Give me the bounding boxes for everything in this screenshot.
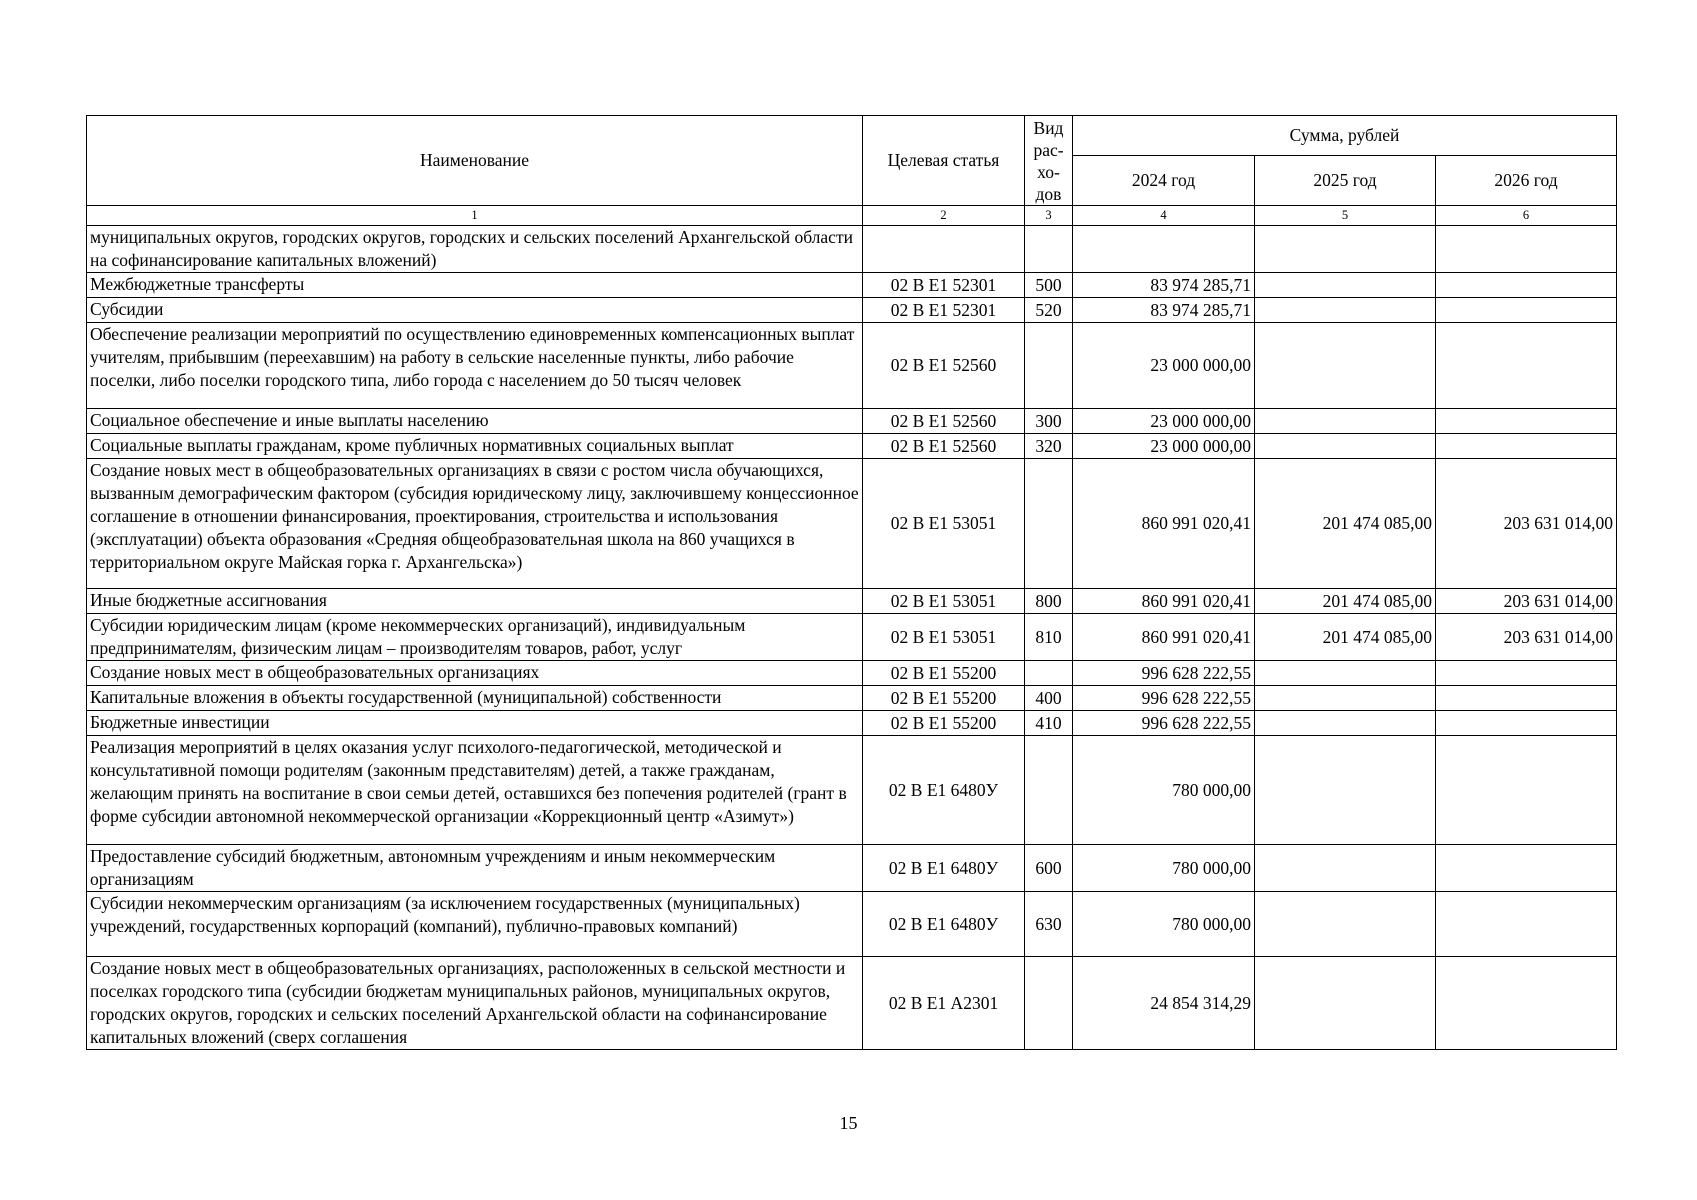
row-name: Бюджетные инвестиции bbox=[87, 711, 863, 736]
column-number: 3 bbox=[1025, 206, 1073, 226]
row-amount-2025 bbox=[1255, 957, 1436, 1050]
row-name: Субсидии юридическим лицам (кроме некоммерческих организаций), индивидуальным предпринимателям, физическим лицам – производителям товаров, работ, услуг bbox=[87, 614, 863, 661]
row-amount-2026: 203 631 014,00 bbox=[1436, 459, 1617, 589]
row-target-article: 02 В Е1 52560 bbox=[863, 434, 1025, 459]
row-target-article: 02 В Е1 6480У bbox=[863, 736, 1025, 845]
row-amount-2026 bbox=[1436, 273, 1617, 298]
row-amount-2024: 23 000 000,00 bbox=[1073, 409, 1255, 434]
row-amount-2025: 201 474 085,00 bbox=[1255, 589, 1436, 614]
row-target-article bbox=[863, 226, 1025, 273]
row-target-article: 02 В Е1 53051 bbox=[863, 459, 1025, 589]
header-sum: Сумма, рублей bbox=[1073, 116, 1617, 156]
row-target-article: 02 В Е1 6480У bbox=[863, 845, 1025, 892]
column-number: 6 bbox=[1436, 206, 1617, 226]
row-target-article: 02 В Е1 52560 bbox=[863, 409, 1025, 434]
row-amount-2026 bbox=[1436, 409, 1617, 434]
row-amount-2025 bbox=[1255, 323, 1436, 409]
row-name: Капитальные вложения в объекты государственной (муниципальной) собственности bbox=[87, 686, 863, 711]
row-target-article: 02 В Е1 55200 bbox=[863, 661, 1025, 686]
row-amount-2025 bbox=[1255, 434, 1436, 459]
row-expense-type: 630 bbox=[1025, 892, 1073, 957]
table-row bbox=[87, 845, 1617, 892]
row-amount-2025 bbox=[1255, 661, 1436, 686]
header-expense-type-line-3: хо- bbox=[1037, 161, 1060, 182]
table-row bbox=[87, 686, 1617, 711]
row-expense-type: 520 bbox=[1025, 298, 1073, 323]
table-row bbox=[87, 614, 1617, 661]
row-amount-2025 bbox=[1255, 736, 1436, 845]
row-target-article: 02 В Е1 55200 bbox=[863, 711, 1025, 736]
page-number: 15 bbox=[839, 1113, 858, 1133]
row-amount-2026 bbox=[1436, 711, 1617, 736]
column-number: 1 bbox=[87, 206, 863, 226]
row-amount-2025 bbox=[1255, 298, 1436, 323]
row-amount-2024: 996 628 222,55 bbox=[1073, 686, 1255, 711]
row-amount-2024: 996 628 222,55 bbox=[1073, 661, 1255, 686]
table-row bbox=[87, 736, 1617, 845]
row-expense-type: 600 bbox=[1025, 845, 1073, 892]
row-name: Реализация мероприятий в целях оказания услуг психолого-педагогической, методической и консультативной помощи родителям (законным представителям) детей, а также гражданам, желающим принять на воспитание в свои семьи детей, оставшихся без попечения родителей (грант в форме субсидии автономной некоммерческой организации «Коррекционный центр «Азимут») bbox=[87, 736, 863, 845]
row-target-article: 02 В Е1 52301 bbox=[863, 298, 1025, 323]
row-amount-2024 bbox=[1073, 226, 1255, 273]
row-amount-2026 bbox=[1436, 892, 1617, 957]
row-target-article: 02 В Е1 А2301 bbox=[863, 957, 1025, 1050]
row-name: Создание новых мест в общеобразовательных организациях bbox=[87, 661, 863, 686]
table-row bbox=[87, 298, 1617, 323]
header-expense-type-line-4: дов bbox=[1035, 183, 1062, 204]
row-name: Социальное обеспечение и иные выплаты населению bbox=[87, 409, 863, 434]
header-target-article: Целевая статья bbox=[863, 116, 1025, 206]
row-name: Иные бюджетные ассигнования bbox=[87, 589, 863, 614]
row-name: Субсидии некоммерческим организациям (за исключением государственных (муниципальных) учреждений, государственных корпораций (компаний), публично-правовых компаний) bbox=[87, 892, 863, 957]
table-row bbox=[87, 226, 1617, 273]
header-expense-type-line-2: рас- bbox=[1033, 139, 1064, 160]
row-target-article: 02 В Е1 6480У bbox=[863, 892, 1025, 957]
row-amount-2024: 23 000 000,00 bbox=[1073, 323, 1255, 409]
row-name: Межбюджетные трансферты bbox=[87, 273, 863, 298]
row-amount-2024: 860 991 020,41 bbox=[1073, 589, 1255, 614]
row-expense-type: 810 bbox=[1025, 614, 1073, 661]
header-year-2024: 2024 год bbox=[1073, 156, 1255, 206]
row-name: муниципальных округов, городских округов, городских и сельских поселений Архангельской области на софинансирование капитальных вложений) bbox=[87, 226, 863, 273]
row-target-article: 02 В Е1 53051 bbox=[863, 614, 1025, 661]
row-amount-2026 bbox=[1436, 845, 1617, 892]
row-amount-2026 bbox=[1436, 736, 1617, 845]
row-amount-2025: 201 474 085,00 bbox=[1255, 614, 1436, 661]
row-expense-type bbox=[1025, 661, 1073, 686]
header-name: Наименование bbox=[87, 116, 863, 206]
row-expense-type: 320 bbox=[1025, 434, 1073, 459]
table-row bbox=[87, 711, 1617, 736]
column-number-row bbox=[87, 206, 1617, 226]
row-amount-2026 bbox=[1436, 661, 1617, 686]
row-expense-type: 410 bbox=[1025, 711, 1073, 736]
row-amount-2026: 203 631 014,00 bbox=[1436, 589, 1617, 614]
column-number: 5 bbox=[1255, 206, 1436, 226]
row-name: Предоставление субсидий бюджетным, автономным учреждениям и иным некоммерческим организациям bbox=[87, 845, 863, 892]
table-row bbox=[87, 409, 1617, 434]
row-expense-type bbox=[1025, 226, 1073, 273]
row-amount-2024: 860 991 020,41 bbox=[1073, 459, 1255, 589]
row-amount-2024: 780 000,00 bbox=[1073, 845, 1255, 892]
column-number: 4 bbox=[1073, 206, 1255, 226]
row-name: Создание новых мест в общеобразовательных организациях в связи с ростом числа обучающихся, вызванным демографическим фактором (субсидия юридическому лицу, заключившему концессионное соглашение в отношении финансирования, проектирования, строительства и использования (эксплуатации) объекта образования «Средняя общеобразовательная школа на 860 учащихся в территориальном округе Майская горка г. Архангельска») bbox=[87, 459, 863, 589]
row-amount-2026 bbox=[1436, 957, 1617, 1050]
table-row bbox=[87, 434, 1617, 459]
header-expense-type bbox=[1025, 116, 1073, 206]
row-target-article: 02 В Е1 52301 bbox=[863, 273, 1025, 298]
row-amount-2026 bbox=[1436, 434, 1617, 459]
table-row bbox=[87, 661, 1617, 686]
row-expense-type: 800 bbox=[1025, 589, 1073, 614]
row-amount-2024: 860 991 020,41 bbox=[1073, 614, 1255, 661]
row-amount-2024: 23 000 000,00 bbox=[1073, 434, 1255, 459]
table-row bbox=[87, 892, 1617, 957]
row-amount-2026 bbox=[1436, 298, 1617, 323]
budget-table bbox=[86, 115, 1617, 1050]
table-row bbox=[87, 273, 1617, 298]
row-target-article: 02 В Е1 52560 bbox=[863, 323, 1025, 409]
row-name: Субсидии bbox=[87, 298, 863, 323]
row-name: Обеспечение реализации мероприятий по осуществлению единовременных компенсационных выплат учителям, прибывшим (переехавшим) на работу в сельские населенные пункты, либо рабочие поселки, либо поселки городского типа, либо города с населением до 50 тысяч человек bbox=[87, 323, 863, 409]
row-name: Создание новых мест в общеобразовательных организациях, расположенных в сельской местности и поселках городского типа (субсидии бюджетам муниципальных районов, муниципальных округов, городских округов, городских и сельских поселений Архангельской области на софинансирование капитальных вложений (сверх соглашения bbox=[87, 957, 863, 1050]
row-amount-2026: 203 631 014,00 bbox=[1436, 614, 1617, 661]
table-body bbox=[87, 226, 1617, 1050]
column-number: 2 bbox=[863, 206, 1025, 226]
row-target-article: 02 В Е1 55200 bbox=[863, 686, 1025, 711]
row-expense-type bbox=[1025, 323, 1073, 409]
row-amount-2024: 83 974 285,71 bbox=[1073, 273, 1255, 298]
row-expense-type: 500 bbox=[1025, 273, 1073, 298]
row-amount-2025 bbox=[1255, 711, 1436, 736]
header-expense-type-line-1: Вид bbox=[1033, 117, 1064, 138]
table-row bbox=[87, 589, 1617, 614]
header-year-2026: 2026 год bbox=[1436, 156, 1617, 206]
row-expense-type bbox=[1025, 957, 1073, 1050]
row-expense-type bbox=[1025, 736, 1073, 845]
row-amount-2025 bbox=[1255, 226, 1436, 273]
table-row bbox=[87, 323, 1617, 409]
row-amount-2024: 83 974 285,71 bbox=[1073, 298, 1255, 323]
table-row bbox=[87, 957, 1617, 1050]
row-expense-type bbox=[1025, 459, 1073, 589]
row-expense-type: 400 bbox=[1025, 686, 1073, 711]
row-amount-2026 bbox=[1436, 226, 1617, 273]
row-amount-2025 bbox=[1255, 409, 1436, 434]
header-year-2025: 2025 год bbox=[1255, 156, 1436, 206]
row-amount-2025: 201 474 085,00 bbox=[1255, 459, 1436, 589]
row-name: Социальные выплаты гражданам, кроме публичных нормативных социальных выплат bbox=[87, 434, 863, 459]
row-amount-2024: 996 628 222,55 bbox=[1073, 711, 1255, 736]
row-amount-2024: 780 000,00 bbox=[1073, 892, 1255, 957]
row-amount-2025 bbox=[1255, 845, 1436, 892]
row-amount-2025 bbox=[1255, 686, 1436, 711]
row-amount-2024: 780 000,00 bbox=[1073, 736, 1255, 845]
table-row bbox=[87, 459, 1617, 589]
row-amount-2026 bbox=[1436, 323, 1617, 409]
row-expense-type: 300 bbox=[1025, 409, 1073, 434]
row-amount-2025 bbox=[1255, 273, 1436, 298]
row-target-article: 02 В Е1 53051 bbox=[863, 589, 1025, 614]
row-amount-2026 bbox=[1436, 686, 1617, 711]
row-amount-2025 bbox=[1255, 892, 1436, 957]
row-amount-2024: 24 854 314,29 bbox=[1073, 957, 1255, 1050]
